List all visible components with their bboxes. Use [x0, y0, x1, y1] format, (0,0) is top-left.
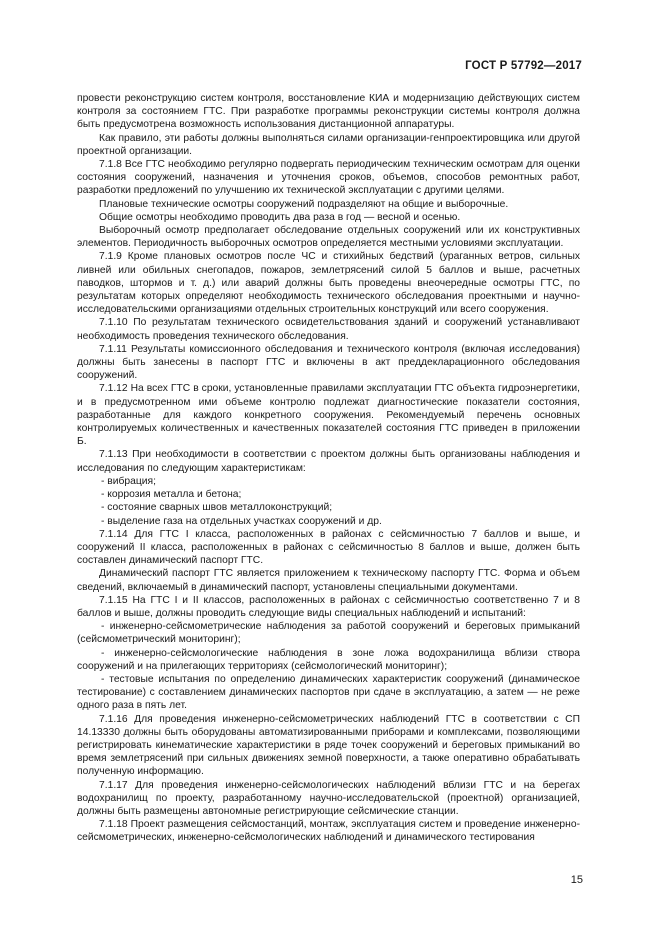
- clause-7-1-17: 7.1.17 Для проведения инженерно-сейсмологических наблюдений вблизи ГТС и на берегах водохранилищ по проекту, разработанному научно-исследовательской (проектной) организацией, должны быть размещены автономные регистрирующие сейсмические станции.: [77, 779, 580, 817]
- clause-7-1-11: 7.1.11 Результаты комиссионного обследования и технического контроля (включая исследования) должны быть занесены в паспорт ГТС и включены в акт преддекларационного обследования сооружений.: [77, 343, 580, 382]
- paragraph: Выборочный осмотр предполагает обследование отдельных сооружений или их конструктивных элементов. Периодичность выборочных осмотров определяется местными условиями эксплуатации.: [77, 225, 580, 250]
- clause-7-1-16: 7.1.16 Для проведения инженерно-сейсмометрических наблюдений ГТС в соответствии с СП 14.13330 должны быть оборудованы автоматизированными приборами и комплексами, позволяющими регистрировать кинематические характеристики в ряде точек сооружений и береговых примыканий во время землетрясений при сильных движениях земной поверхности, а также оперативно обрабатывать полученную информацию.: [77, 713, 580, 778]
- list-item: - состояние сварных швов металлоконструкций;: [101, 502, 333, 514]
- list-item: - коррозия металла и бетона;: [101, 489, 242, 501]
- paragraph: Как правило, эти работы должны выполняться силами организации-генпроектировщика или другой проектной организации.: [77, 132, 580, 157]
- list-item: - тестовые испытания по определению динамических характеристик сооружений (динамическое тестирование) с составлением динамических паспортов при сдаче в эксплуатацию, а затем — не реже одного раза в пять лет.: [77, 673, 580, 712]
- paragraph: Общие осмотры необходимо проводить два раза в год — весной и осенью.: [99, 211, 461, 223]
- clause-7-1-13: 7.1.13 При необходимости в соответствии с проектом должны быть организованы наблюдения и исследования по следующим характеристикам:: [77, 449, 580, 474]
- clause-7-1-12: 7.1.12 На всех ГТС в сроки, установленные правилами эксплуатации ГТС объекта гидроэнергетики, и в предусмотренном ими объеме контролю подлежат диагностические показатели состояния, разработанные для каждого конкретного сооружения. Рекомендуемый перечень основных контролируемых количественных и качественных показателей состояния ГТС приведен в приложении Б.: [77, 383, 580, 448]
- list-item: - выделение газа на отдельных участках сооружений и др.: [101, 515, 382, 527]
- clause-7-1-15: 7.1.15 На ГТС I и II классов, расположенных в районах с сейсмичностью соответственно 7 и 8 баллов и выше, должны проводить следующие виды специальных наблюдений и испытаний:: [77, 594, 580, 619]
- clause-7-1-8: 7.1.8 Все ГТС необходимо регулярно подвергать периодическим техническим осмотрам для оценки состояния сооружений, назначения и уточнения сроков, объемов, способов ремонтных работ, разработки предложений по улучшению их технической эксплуатации с другими целями.: [77, 159, 580, 197]
- page-number: 15: [570, 874, 583, 886]
- list-item: - инженерно-сейсмометрические наблюдения за работой сооружений и береговых примыканий (сейсмометрический мониторинг);: [77, 621, 580, 646]
- list-item: - инженерно-сейсмологические наблюдения в зоне ложа водохранилища вблизи створа сооружений и на прилегающих территориях (сейсмологический мониторинг);: [77, 647, 580, 672]
- clause-7-1-10: 7.1.10 По результатам технического освидетельствования зданий и сооружений устанавливают необходимость проведения технического обследования.: [77, 317, 580, 342]
- paragraph: провести реконструкцию систем контроля, восстановление КИА и модернизацию действующих систем контроля за состоянием ГТС. При разработке программы реконструкции системы контроля должна быть предусмотрена возможность использования дистанционной аппаратуры.: [77, 93, 580, 131]
- list-item: - вибрация;: [101, 475, 156, 487]
- clause-7-1-18: 7.1.18 Проект размещения сейсмостанций, монтаж, эксплуатация систем и проведение инженерно-сейсмометрических, инженерно-сейсмологических наблюдений и динамического тестирования: [77, 819, 580, 844]
- paragraph: Динамический паспорт ГТС является приложением к техническому паспорту ГТС. Форма и объем сведений, включаемый в динамический паспорт, установлены специальными документами.: [77, 568, 580, 593]
- clause-7-1-14: 7.1.14 Для ГТС I класса, расположенных в районах с сейсмичностью 7 баллов и выше, и сооружений II класса, расположенных в районах с сейсмичностью 8 баллов и выше, должен быть составлен динамический паспорт ГТС.: [77, 528, 580, 567]
- clause-7-1-9: 7.1.9 Кроме плановых осмотров после ЧС и стихийных бедствий (ураганных ветров, сильных ливней или обильных снегопадов, пожаров, землетрясений силой 5 баллов и выше, расчетных паводков, штормов и т. д.) или аварий должны быть проведены внеочередные осмотры ГТС, по результатам которых определяют необходимость технического обследования проектными и научно-исследовательскими организациями отдельных строительных конструкций или всего сооружения.: [77, 251, 580, 316]
- body-text: [77, 92, 580, 845]
- paragraph: Плановые технические осмотры сооружений подразделяют на общие и выборочные.: [99, 198, 509, 210]
- document-standard-number: ГОСТ Р 57792—2017: [465, 60, 582, 72]
